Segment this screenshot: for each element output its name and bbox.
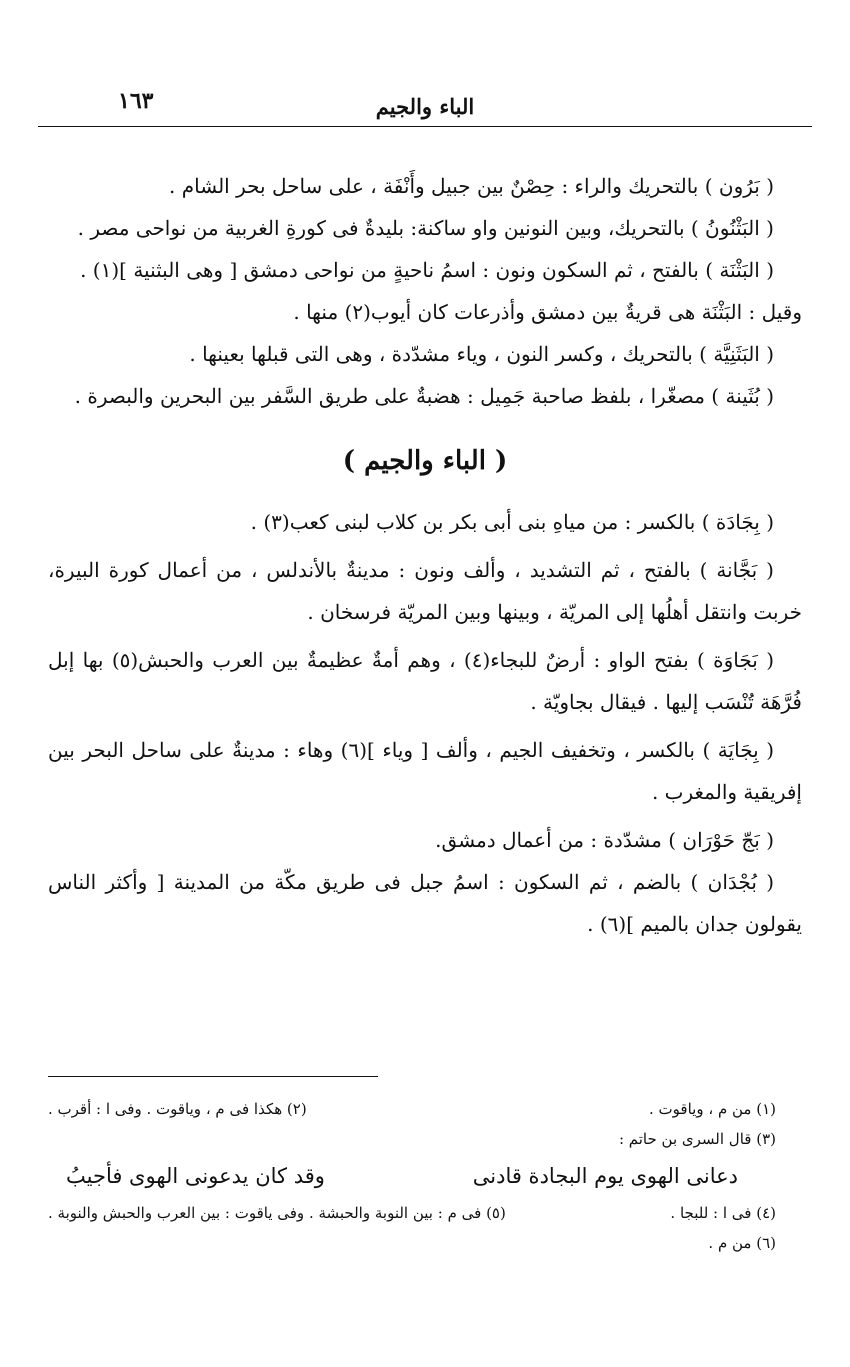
footnote-row-4 xyxy=(48,1198,776,1228)
footnotes xyxy=(48,1094,776,1258)
entry-bijada: ( بِجَادَة ) بالكسر : من مياهِ بنى أبى بكر بن كلاب لبنى كعب(٣) . xyxy=(250,510,774,534)
poem-verse xyxy=(48,1154,776,1198)
page-header xyxy=(38,86,812,127)
entry-bathna-note: وقيل : البَثْنَة هى قريةٌ بين دمشق وأذرعات كان أيوب(٢) منها . xyxy=(293,300,802,324)
footnote-4: (٤) فى ا : للبجا . xyxy=(670,1204,776,1222)
page-number: ١٦٣ xyxy=(118,88,154,114)
entry-bajawa: ( بَجَاوَة ) بفتح الواو : أرضٌ للبجاء(٤) ، وهم أمةٌ عظيمةٌ بين العرب والحبش(٥) بها إبل فُرَّهَة تُنْسَب إليها . فيقال بجاويّة . xyxy=(48,648,802,714)
main-text xyxy=(48,165,802,945)
entry-buthayna: ( بُثَينة ) مصغّرا ، بلفظ صاحبة جَمِيل : هضبةٌ على طريق السَّفر بين البحرين والبصرة . xyxy=(74,384,774,408)
footnote-6: (٦) من م . xyxy=(708,1234,776,1252)
footnote-divider xyxy=(48,1076,378,1077)
footnote-2: (٢) هكذا فى م ، وياقوت . وفى ا : أقرب . xyxy=(48,1100,307,1118)
entry-bathna: ( البَثْنَة ) بالفتح ، ثم السكون ونون : اسمُ ناحيةٍ من نواحى دمشق [ وهى البثنية ](١) . xyxy=(80,258,774,282)
verse-second-hemistich: وقد كان يدعونى الهوى فأجيبُ xyxy=(66,1164,325,1188)
footnote-3: (٣) قال السرى بن حاتم : xyxy=(618,1130,776,1148)
entry-bijaya: ( بِجَايَة ) بالكسر ، وتخفيف الجيم ، وألف [ وياء ](٦) وهاء : مدينةٌ على ساحل البحر بين إفريقية والمغرب . xyxy=(48,738,802,804)
entry-bajj-hawran: ( بَجّ حَوْرَان ) مشدّدة : من أعمال دمشق. xyxy=(435,828,774,852)
footnote-row-1 xyxy=(48,1094,776,1124)
footnote-1: (١) من م ، وياقوت . xyxy=(649,1100,776,1118)
entry-bujdan: ( بُجْدَان ) بالضم ، ثم السكون : اسمُ جبل فى طريق مكّة من المدينة [ وأكثر الناس يقولون جدان بالميم ](٦) . xyxy=(48,870,802,936)
section-heading: ( الباء والجيم ) xyxy=(342,446,508,476)
entry-bathnun: ( البَثْنُونُ ) بالتحريك، وبين النونين واو ساكنة: بليدةٌ فى كورةِ الغربية من نواحى مصر . xyxy=(77,216,774,240)
running-title: الباء والجيم xyxy=(375,93,475,119)
entry-bajjana: ( بَجَّانة ) بالفتح ، ثم التشديد ، وألف ونون : مدينةٌ بالأندلس ، من أعمال كورة البيرة، خربت وانتقل أهلُها إلى المريّة ، وبينها وبين المريّة فرسخان . xyxy=(48,558,802,624)
footnote-5: (٥) فى م : بين النوبة والحبشة . وفى ياقوت : بين العرب والحبش والنوبة . xyxy=(48,1204,506,1222)
entry-bathaniyya: ( البَثَنِيَّة ) بالتحريك ، وكسر النون ، وياء مشدّدة ، وهى التى قبلها بعينها . xyxy=(189,342,774,366)
verse-first-hemistich: دعانى الهوى يوم البجادة قادنى xyxy=(472,1164,738,1188)
entry-barun: ( بَرُون ) بالتحريك والراء : حِصْنٌ بين جبيل وأَنْفَة ، على ساحل بحر الشام . xyxy=(169,174,774,198)
